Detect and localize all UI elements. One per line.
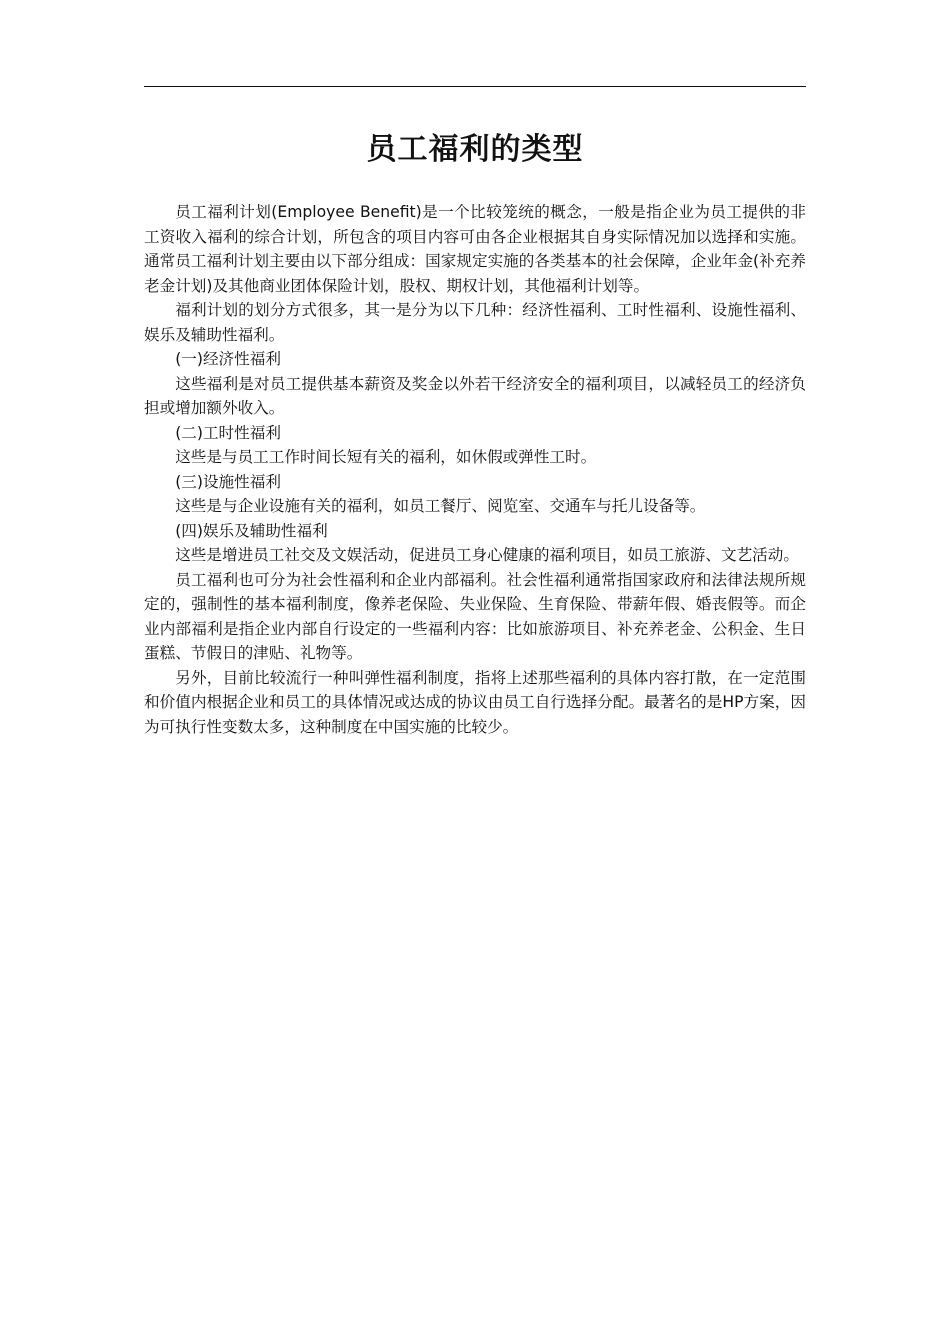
- paragraph-intro: 员工福利计划(Employee Benefit)是一个比较笼统的概念，一般是指企业为员工提供的非工资收入福利的综合计划，所包含的项目内容可由各企业根据其自身实际情况加以选择和实施。通常员工福利计划主要由以下部分组成：国家规定实施的各类基本的社会保障，企业年金(补充养老金计划)及其他商业团体保险计划，股权、期权计划，其他福利计划等。: [144, 203, 806, 295]
- section-heading-facilities: (三)设施性福利: [175, 472, 281, 491]
- section-heading-recreation: (四)娱乐及辅助性福利: [175, 521, 328, 540]
- paragraph-flexible-benefits: 另外，目前比较流行一种叫弹性福利制度，指将上述那些福利的具体内容打散，在一定范围和价值内根据企业和员工的具体情况或达成的协议由员工自行选择分配。最著名的是HP方案，因为可执行性变数太多，这种制度在中国实施的比较少。: [144, 668, 806, 736]
- section-heading-economic: (一)经济性福利: [175, 350, 281, 368]
- paragraph-economic: 这些福利是对员工提供基本薪资及奖金以外若干经济安全的福利项目，以减轻员工的经济负担或增加额外收入。: [144, 374, 806, 417]
- paragraph-working-hours: 这些是与员工工作时间长短有关的福利，如休假或弹性工时。: [175, 448, 597, 466]
- paragraph-recreation: 这些是增进员工社交及文娱活动，促进员工身心健康的福利项目，如员工旅游、文艺活动。: [175, 546, 799, 564]
- paragraph-social-vs-internal: 员工福利也可分为社会性福利和企业内部福利。社会性福利通常指国家政府和法律法规所规定的，强制性的基本福利制度，像养老保险、失业保险、生育保险、带薪年假、婚丧假等。而企业内部福利是指企业内部自行设定的一些福利内容：比如旅游项目、补充养老金、公积金、生日蛋糕、节假日的津贴、礼物等。: [144, 570, 806, 662]
- section-heading-working-hours: (二)工时性福利: [175, 423, 281, 442]
- header-rule: [144, 86, 806, 87]
- page-title: 员工福利的类型: [366, 132, 584, 167]
- document-body: [144, 200, 806, 739]
- paragraph-classification: 福利计划的划分方式很多，其一是分为以下几种：经济性福利、工时性福利、设施性福利、娱乐及辅助性福利。: [144, 301, 806, 344]
- paragraph-facilities: 这些是与企业设施有关的福利，如员工餐厅、阅览室、交通车与托儿设备等。: [175, 497, 706, 515]
